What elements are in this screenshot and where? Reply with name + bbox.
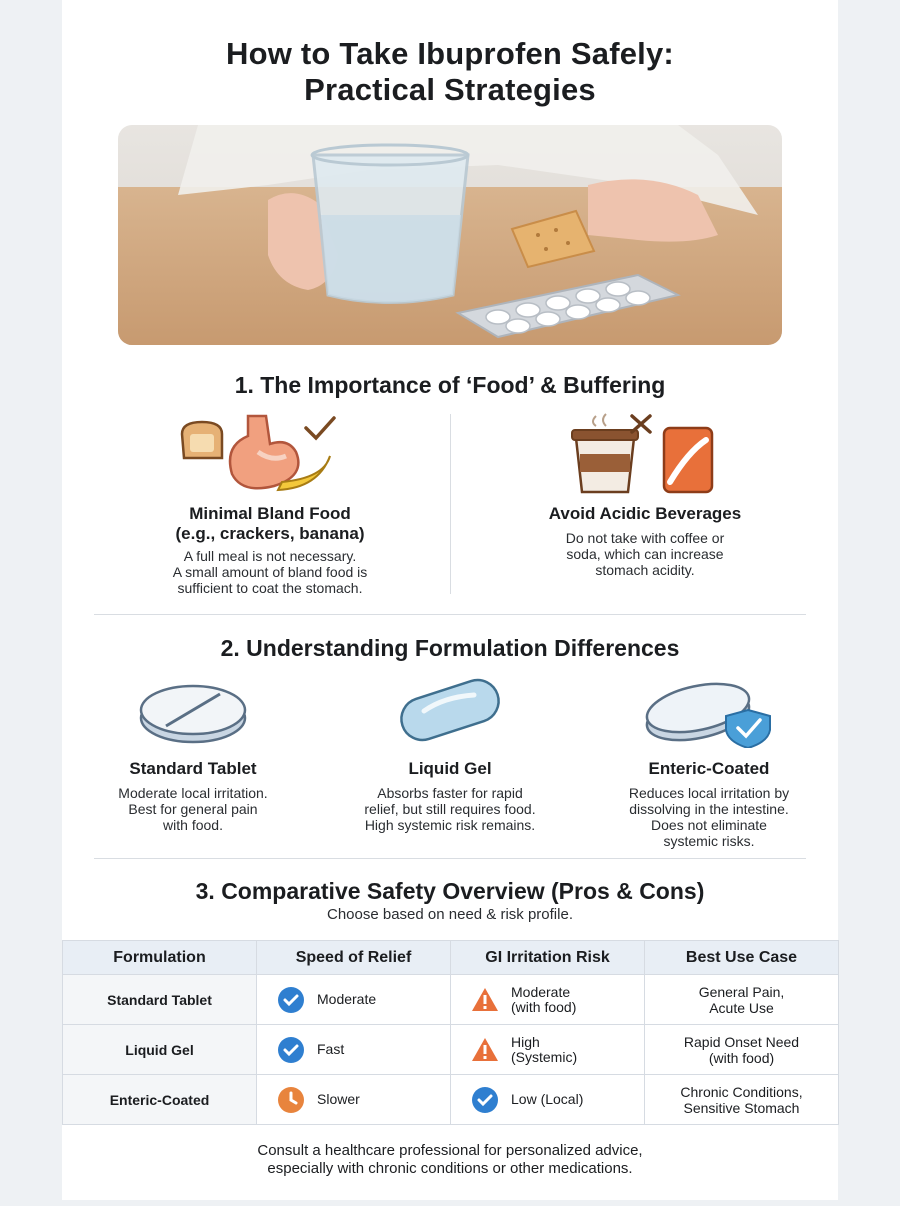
section3-heading: 3. Comparative Safety Overview (Pros & Cons)	[195, 878, 705, 904]
table-row	[63, 975, 839, 1025]
column-header-gi-risk: GI Irritation Risk	[451, 941, 645, 975]
acidic-beverages-title: Avoid Acidic Beverages	[548, 504, 742, 523]
page-title: How to Take Ibuprofen Safely: Practical Strategies	[226, 36, 674, 107]
tablet-icon	[138, 680, 248, 749]
acidic-beverages-desc: Do not take with coffee or soda, which can increase stomach acidity.	[565, 530, 725, 578]
bland-food-desc: A full meal is not necessary. A small amount of bland food is sufficient to coat the stomach.	[172, 548, 368, 596]
liquid-gel-desc: Absorbs faster for rapid relief, but still requires food. High systemic risk remains.	[364, 785, 536, 833]
column-header-formulation: Formulation	[63, 941, 257, 975]
section3-subheading: Choose based on need & risk profile.	[327, 906, 573, 923]
gi-risk-value: Moderate (with food)	[511, 983, 577, 1015]
speed-cell	[257, 1025, 451, 1075]
coffee-cup-icon	[572, 414, 638, 492]
column-header-use-case: Best Use Case	[645, 941, 839, 975]
column-header-speed: Speed of Relief	[257, 941, 451, 975]
soda-can-icon	[664, 428, 712, 492]
section1-heading: 1. The Importance of ‘Food’ & Buffering	[234, 372, 666, 398]
comparison-table	[62, 940, 839, 1125]
liquid-gel-title: Liquid Gel	[408, 759, 492, 778]
speed-value: Slower	[317, 1091, 360, 1107]
table-header-row	[63, 941, 839, 975]
liquid-gel-capsule-icon	[394, 677, 506, 748]
check-circle-icon	[277, 986, 305, 1014]
check-circle-icon	[277, 1036, 305, 1064]
warning-triangle-icon	[471, 986, 499, 1014]
formulation-cell: Standard Tablet	[63, 975, 257, 1025]
gi-risk-cell	[451, 975, 645, 1025]
clock-icon	[277, 1086, 305, 1114]
gi-risk-value: Low (Local)	[511, 1091, 584, 1107]
use-case-cell: Rapid Onset Need (with food)	[645, 1025, 839, 1075]
checkmark-icon	[306, 418, 334, 438]
speed-cell	[257, 975, 451, 1025]
section2-heading: 2. Understanding Formulation Differences	[220, 635, 680, 661]
acidic-beverage-icon-group	[570, 412, 720, 499]
gi-risk-cell	[451, 1075, 645, 1125]
hero-illustration	[118, 125, 782, 345]
formulation-cell: Liquid Gel	[63, 1025, 257, 1075]
standard-tablet-desc: Moderate local irritation. Best for general pain with food.	[118, 785, 268, 833]
standard-tablet-title: Standard Tablet	[129, 759, 257, 778]
table-row	[63, 1075, 839, 1125]
bland-food-title: Minimal Bland Food (e.g., crackers, banana)	[175, 504, 365, 543]
gi-risk-cell	[451, 1025, 645, 1075]
bland-food-icon-group	[178, 412, 338, 499]
enteric-coated-title: Enteric-Coated	[648, 759, 770, 778]
speed-value: Moderate	[317, 991, 377, 1007]
disclaimer-footer: Consult a healthcare professional for personalized advice, especially with chronic conditions or other medications.	[257, 1142, 643, 1177]
speed-cell	[257, 1075, 451, 1125]
gi-risk-value: High (Systemic)	[511, 1033, 578, 1065]
table-row	[63, 1025, 839, 1075]
use-case-cell: General Pain, Acute Use	[645, 975, 839, 1025]
formulation-cell: Enteric-Coated	[63, 1075, 257, 1125]
section-divider-1	[94, 614, 806, 615]
enteric-coated-desc: Reduces local irritation by dissolving in the intestine. Does not eliminate systemic risks.	[628, 785, 790, 849]
warning-triangle-icon	[471, 1036, 499, 1064]
x-mark-icon	[632, 416, 650, 432]
section-divider-2	[94, 858, 806, 859]
coated-tablet-shield-icon	[642, 676, 774, 753]
section1-divider	[450, 414, 451, 594]
speed-value: Fast	[317, 1041, 345, 1057]
bread-icon	[182, 422, 222, 458]
check-circle-icon	[471, 1086, 499, 1114]
stomach-icon	[230, 416, 298, 488]
use-case-cell: Chronic Conditions, Sensitive Stomach	[645, 1075, 839, 1125]
